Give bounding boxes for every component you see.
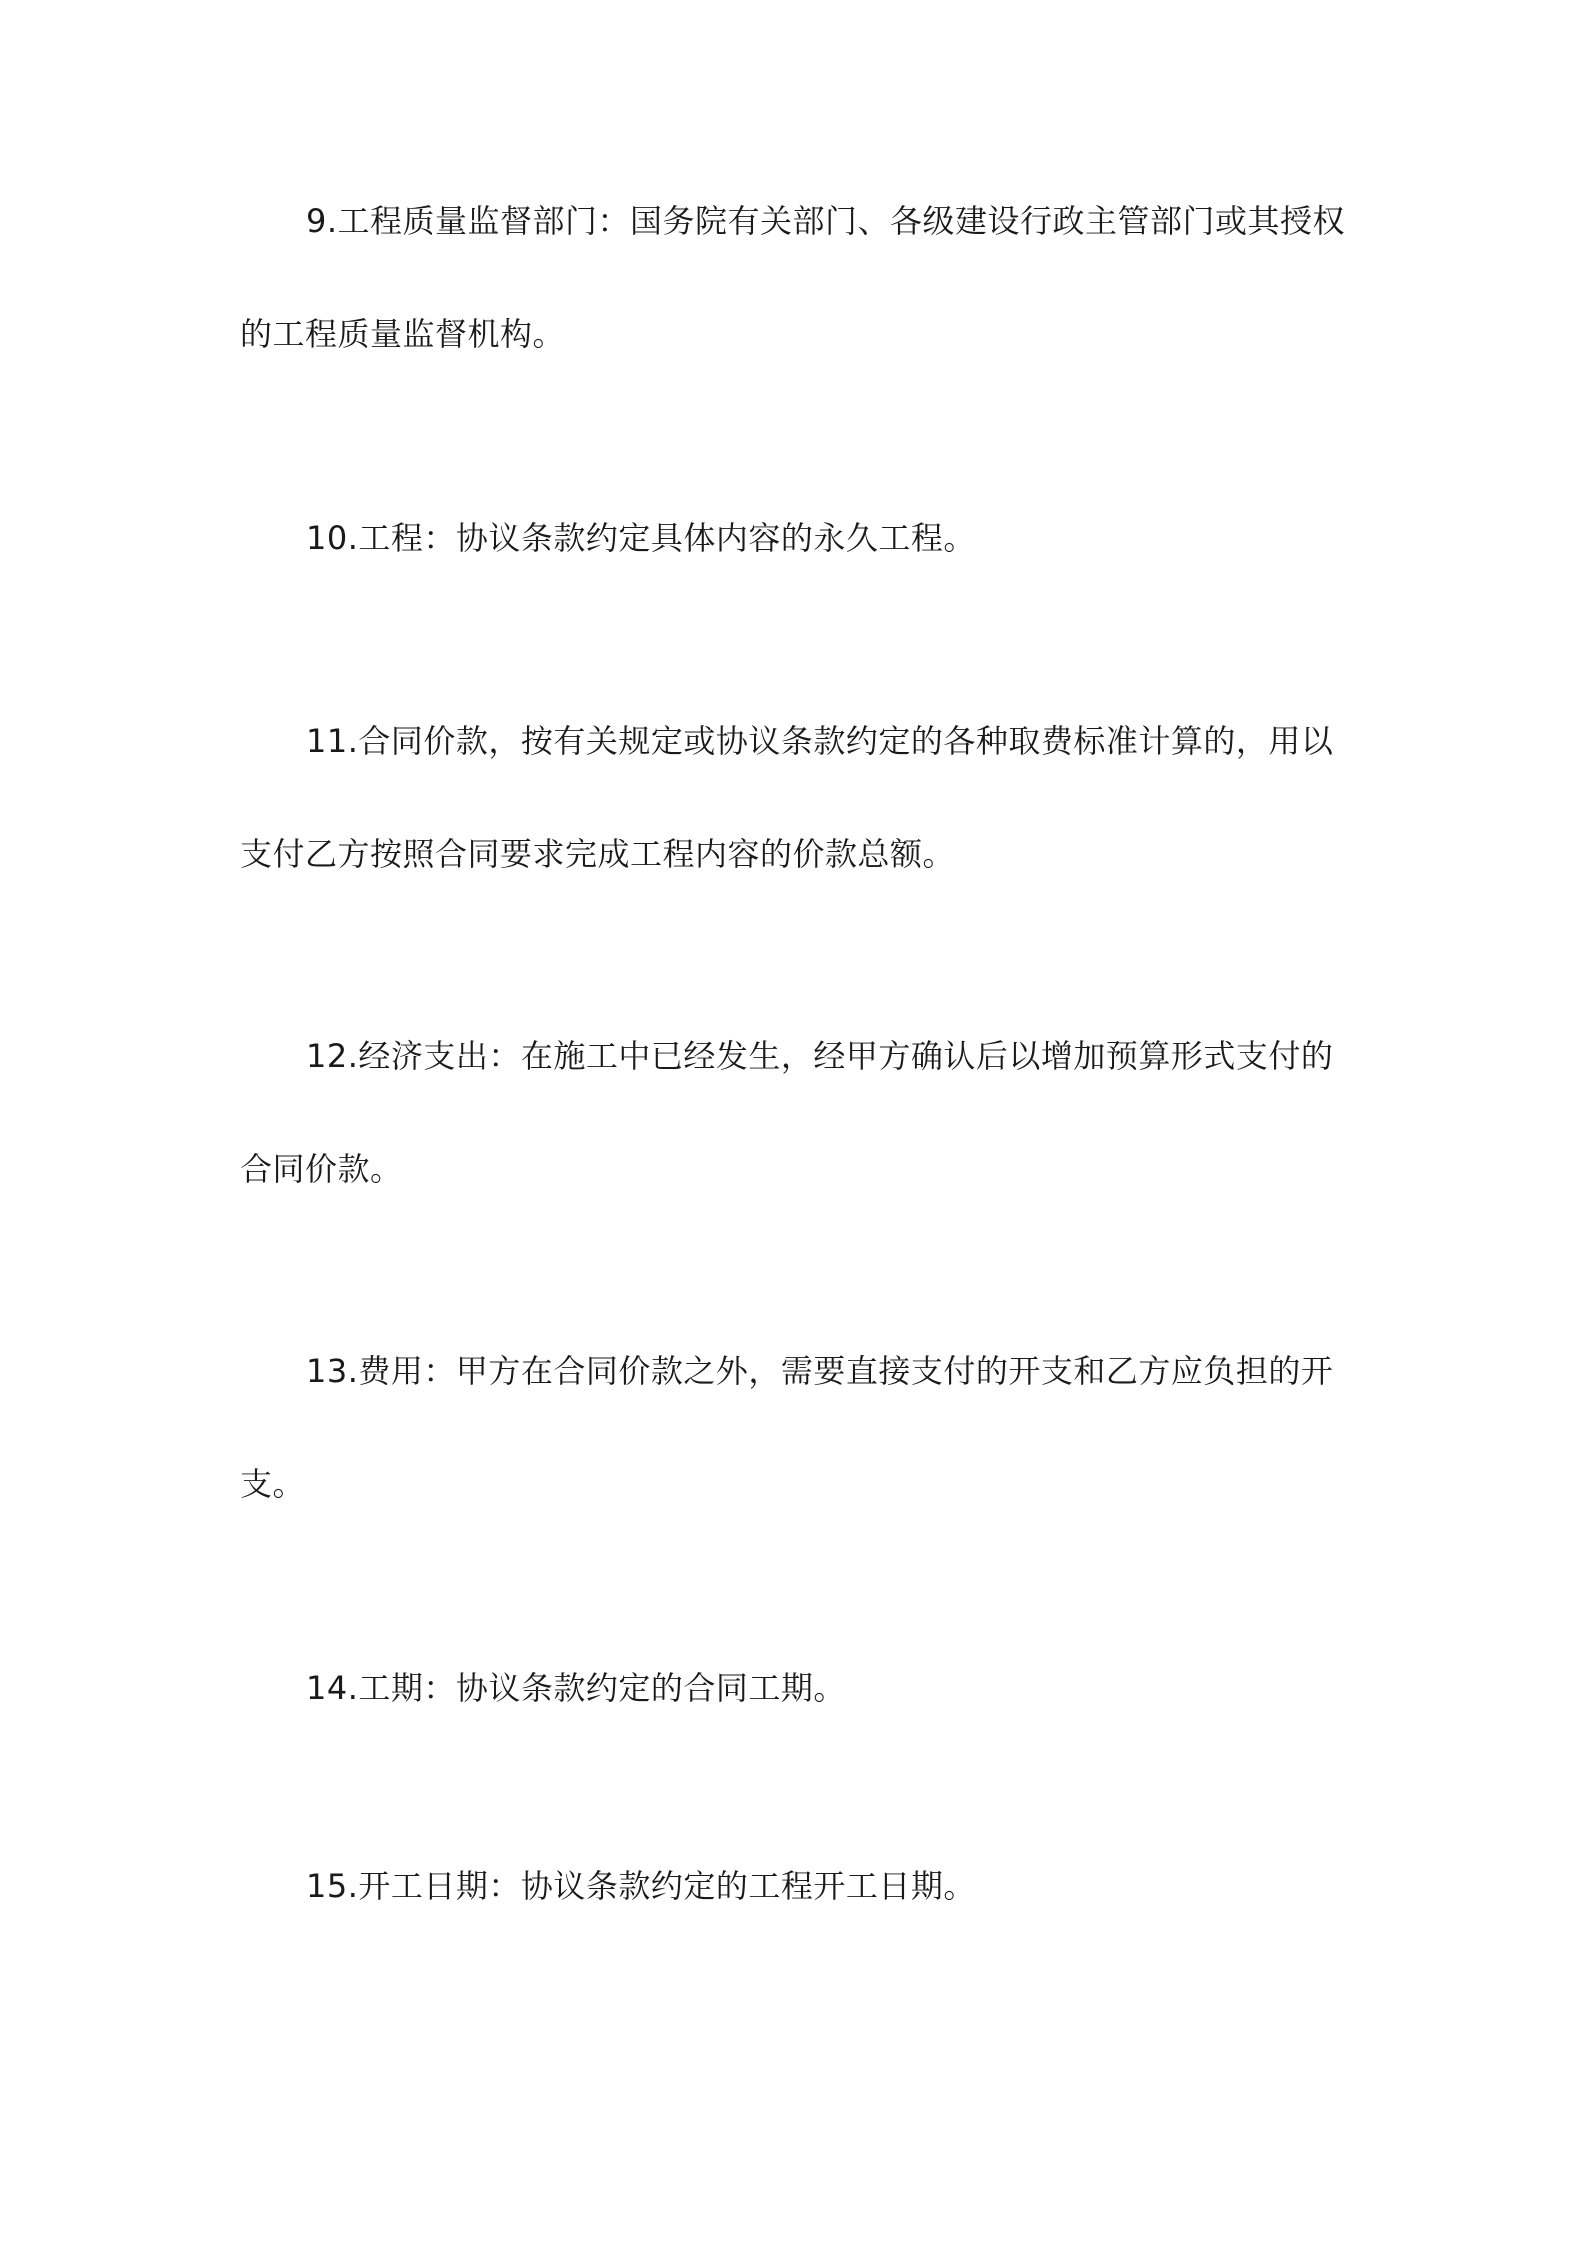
clause-number: 13. bbox=[306, 1352, 359, 1390]
clause-10 bbox=[240, 482, 1355, 595]
clause-9 bbox=[240, 165, 1355, 391]
clause-11 bbox=[240, 685, 1355, 911]
clause-text: 开工日期：协议条款约定的工程开工日期。 bbox=[358, 1867, 976, 1905]
clause-text: 费用：甲方在合同价款之外，需要直接支付的开支和乙方应负担的开支。 bbox=[240, 1352, 1334, 1503]
clause-14 bbox=[240, 1632, 1355, 1745]
clause-number: 9. bbox=[306, 202, 338, 240]
clause-13 bbox=[240, 1315, 1355, 1541]
clause-text: 合同价款，按有关规定或协议条款约定的各种取费标准计算的，用以支付乙方按照合同要求完成工程内容的价款总额。 bbox=[240, 722, 1334, 873]
clause-number: 10. bbox=[306, 519, 359, 557]
clause-15 bbox=[240, 1830, 1355, 1943]
clause-number: 15. bbox=[306, 1867, 359, 1905]
clause-text: 工期：协议条款约定的合同工期。 bbox=[358, 1669, 846, 1707]
clause-text: 工程质量监督部门：国务院有关部门、各级建设行政主管部门或其授权的工程质量监督机构。 bbox=[240, 202, 1346, 353]
clause-12 bbox=[240, 1000, 1355, 1226]
clause-number: 14. bbox=[306, 1669, 359, 1707]
clause-text: 经济支出：在施工中已经发生，经甲方确认后以增加预算形式支付的合同价款。 bbox=[240, 1037, 1334, 1188]
clause-number: 12. bbox=[306, 1037, 359, 1075]
clause-number: 11. bbox=[306, 722, 359, 760]
clause-text: 工程：协议条款约定具体内容的永久工程。 bbox=[358, 519, 976, 557]
